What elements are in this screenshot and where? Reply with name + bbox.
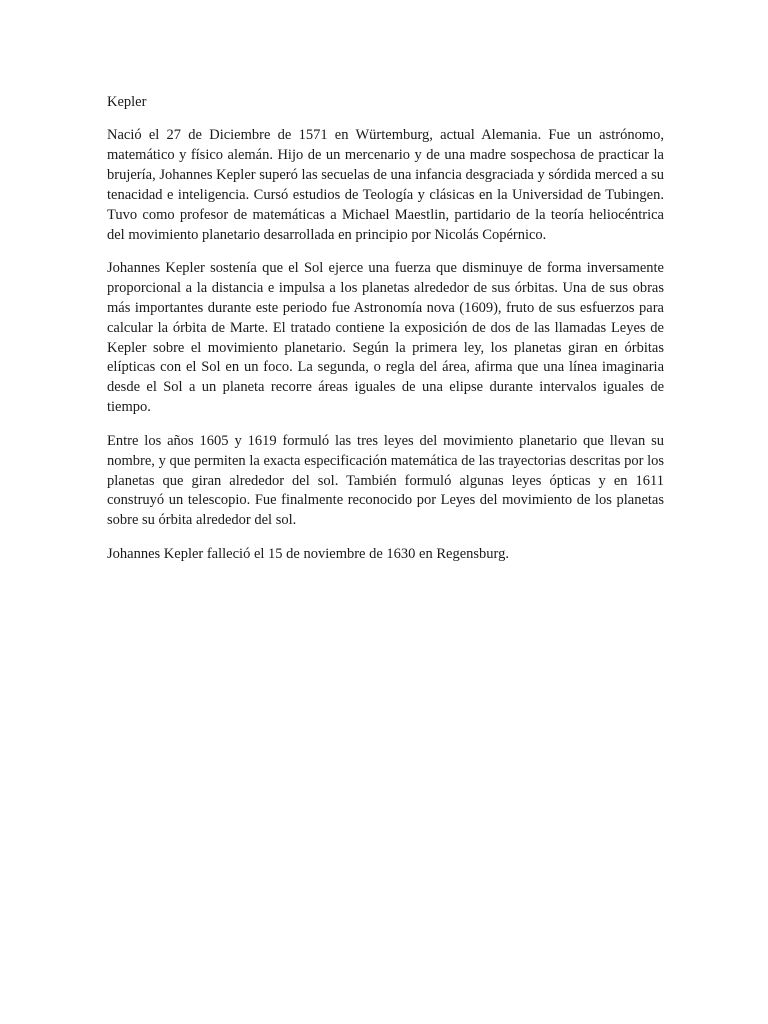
paragraph-astronomia-nova: Johannes Kepler sostenía que el Sol ejerce una fuerza que disminuye de forma inversamente proporcional a la distancia e impulsa a los planetas alrededor de sus órbitas. Una de sus obras más importantes durante este periodo fue Astronomía nova (1609), fruto de sus esfuerzos para calcular la órbita de Marte. El tratado contiene la exposición de dos de las llamadas Leyes de Kepler sobre el movimiento planetario. Según la primera ley, los planetas giran en órbitas elípticas con el Sol en un foco. La segunda, o regla del área, afirma que una línea imaginaria desde el Sol a un planeta recorre áreas iguales de una elipse durante intervalos iguales de tiempo. (107, 259, 664, 416)
paragraph-death: Johannes Kepler falleció el 15 de noviembre de 1630 en Regensburg. (107, 545, 509, 562)
paragraph-three-laws: Entre los años 1605 y 1619 formuló las tres leyes del movimiento planetario que llevan su nombre, y que permiten la exacta especificación matemática de las trayectorias descritas por los planetas que giran alrededor del sol. También formuló algunas leyes ópticas y en 1611 construyó un telescopio. Fue finalmente reconocido por Leyes del movimiento de los planetas sobre su órbita alrededor del sol. (107, 432, 664, 529)
document-title: Kepler (107, 94, 147, 110)
paragraph-birth: Nació el 27 de Diciembre de 1571 en Würtemburg, actual Alemania. Fue un astrónomo, matemático y físico alemán. Hijo de un mercenario y de una madre sospechosa de practicar la brujería, Johannes Kepler superó las secuelas de una infancia desgraciada y sórdida merced a su tenacidad e inteligencia. Cursó estudios de Teología y clásicas en la Universidad de Tubingen. Tuvo como profesor de matemáticas a Michael Maestlin, partidario de la teoría heliocéntrica del movimiento planetario desarrollada en principio por Nicolás Copérnico. (107, 127, 664, 243)
document-body (107, 126, 664, 565)
